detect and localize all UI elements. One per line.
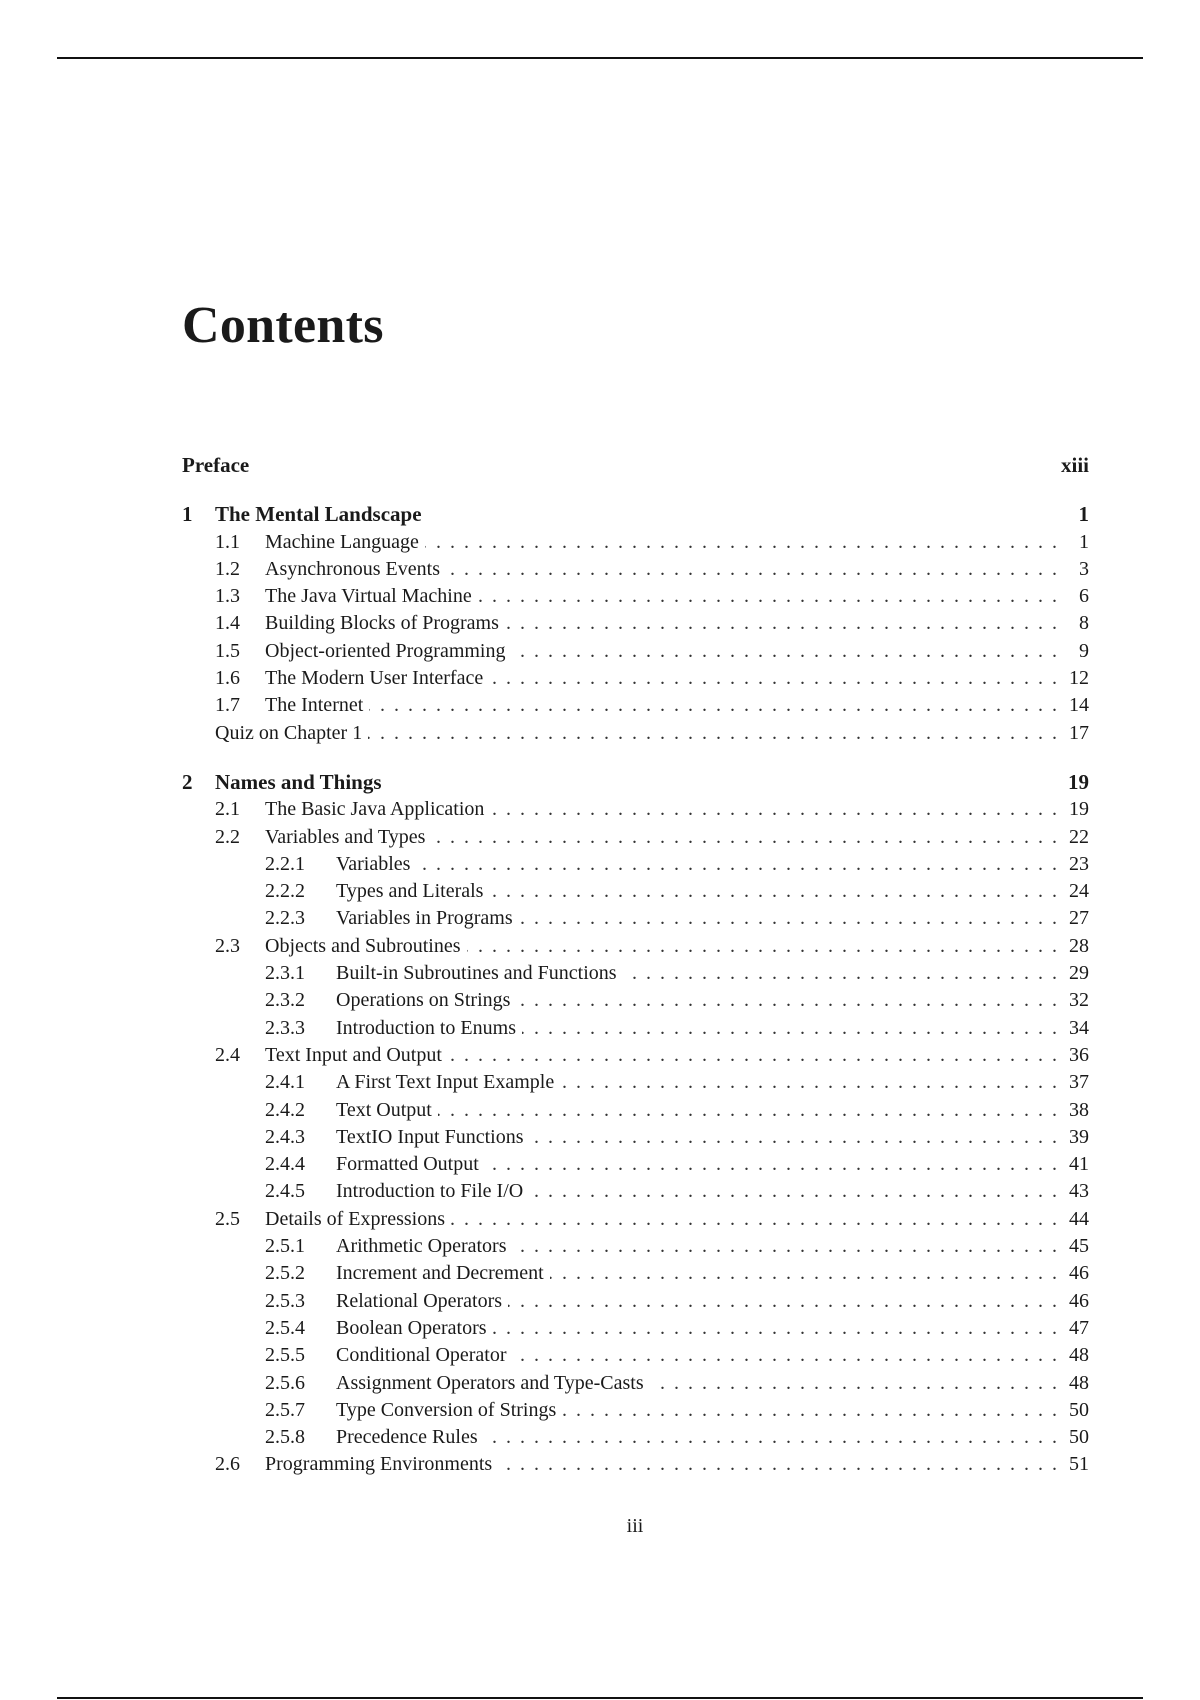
toc-entry-title: Relational Operators — [336, 1289, 503, 1312]
toc-entry-page: 1 — [1079, 530, 1089, 553]
toc-entry-number: 2.5.4 — [265, 1316, 305, 1339]
toc-entry-page: 22 — [1069, 825, 1089, 848]
toc-section-1-6[interactable] — [182, 665, 1089, 692]
toc-entry-number: 1.5 — [215, 639, 240, 662]
toc-entry-page: 36 — [1069, 1043, 1089, 1066]
toc-subsection-2-4-3[interactable] — [182, 1124, 1089, 1151]
toc-entry-number: 2 — [182, 769, 193, 794]
dot-leader — [560, 1069, 1057, 1096]
dot-leader — [490, 796, 1057, 823]
dot-leader — [478, 583, 1057, 610]
toc-entry-title: Formatted Output — [336, 1153, 479, 1176]
toc-entry-title: Names and Things — [215, 769, 382, 794]
toc-entry-page: 37 — [1069, 1071, 1089, 1094]
toc-subsection-2-5-4[interactable] — [182, 1315, 1089, 1342]
dot-leader — [650, 1370, 1057, 1397]
toc-entry-title: Arithmetic Operators — [336, 1235, 507, 1258]
toc-chapter-1[interactable] — [182, 501, 1089, 528]
toc-section-2-6[interactable] — [182, 1451, 1089, 1478]
toc-subsection-2-5-2[interactable] — [182, 1260, 1089, 1287]
toc-subsection-2-4-5[interactable] — [182, 1178, 1089, 1205]
toc-entry-page: 41 — [1069, 1153, 1089, 1176]
toc-entry-title: Text Input and Output — [265, 1043, 442, 1066]
toc-entry-number: 2.5.7 — [265, 1398, 305, 1421]
toc-entry-page: 19 — [1069, 798, 1089, 821]
toc-section-2-2[interactable] — [182, 824, 1089, 851]
toc-entry-page: 39 — [1069, 1125, 1089, 1148]
toc-entry-number: 2.3.2 — [265, 989, 305, 1012]
dot-leader — [562, 1397, 1057, 1424]
toc-entry-number: 2.5.2 — [265, 1262, 305, 1285]
dot-leader — [489, 878, 1057, 905]
toc-entry-title: Programming Environments — [265, 1453, 493, 1476]
toc-entry-number: 2.2.2 — [265, 880, 305, 903]
toc-entry-number: 2.4.1 — [265, 1071, 305, 1094]
toc-entry-number: 2.5.8 — [265, 1426, 305, 1449]
dot-leader — [505, 610, 1057, 637]
dot-leader — [493, 1315, 1057, 1342]
toc-entry-number: 2.1 — [215, 798, 240, 821]
toc-entry-page: 23 — [1069, 852, 1089, 875]
toc-entry-title: A First Text Input Example — [336, 1071, 555, 1094]
toc-entry-title: Asynchronous Events — [265, 557, 440, 580]
toc-entry-title: Introduction to File I/O — [336, 1180, 524, 1203]
toc-subsection-2-4-4[interactable] — [182, 1151, 1089, 1178]
dot-leader — [416, 851, 1057, 878]
dot-leader — [446, 556, 1057, 583]
toc-entry-title: Variables — [336, 852, 411, 875]
toc-entry-number: 2.3 — [215, 934, 240, 957]
toc-entry-number: 1.4 — [215, 612, 240, 635]
toc-entry-title: Variables in Programs — [336, 907, 513, 930]
toc-entry-title: Precedence Rules — [336, 1426, 478, 1449]
toc-entry-title: The Mental Landscape — [215, 502, 422, 527]
dot-leader — [550, 1260, 1057, 1287]
toc-section-1-4[interactable] — [182, 610, 1089, 637]
toc-entry-title: Quiz on Chapter 1 — [215, 721, 363, 744]
toc-entry-title: Operations on Strings — [336, 989, 511, 1012]
dot-leader — [467, 933, 1057, 960]
toc-entry-page: xiii — [1060, 453, 1089, 477]
toc-entry-number: 2.4.3 — [265, 1125, 305, 1148]
dot-leader — [623, 960, 1057, 987]
toc-entry-page: 45 — [1069, 1235, 1089, 1258]
toc-subsection-2-3-2[interactable] — [182, 987, 1089, 1014]
page-number: iii — [626, 1515, 644, 1537]
toc-subsection-2-5-8[interactable] — [182, 1424, 1089, 1451]
toc-entry-number: 1 — [182, 502, 193, 527]
toc-entry-page: 6 — [1079, 585, 1089, 608]
dot-leader — [512, 638, 1058, 665]
toc-entry-page: 47 — [1069, 1316, 1089, 1339]
dot-leader — [448, 1042, 1057, 1069]
toc-entry-title: Types and Literals — [336, 880, 484, 903]
toc-entry-title: Machine Language — [265, 530, 419, 553]
dot-leader — [484, 1424, 1057, 1451]
toc-entry-number: 2.5 — [215, 1207, 240, 1230]
toc-entry-title: Object-oriented Programming — [265, 639, 506, 662]
toc-entry-page: 50 — [1069, 1398, 1089, 1421]
toc-section-1-2[interactable] — [182, 556, 1089, 583]
toc-section-1-7[interactable] — [182, 692, 1089, 719]
toc-entry-number: 2.2.3 — [265, 907, 305, 930]
toc-entry-number: 2.4.2 — [265, 1098, 305, 1121]
toc-entry-number: 2.6 — [215, 1453, 240, 1476]
toc-entry-number: 1.3 — [215, 585, 240, 608]
dot-leader — [438, 1097, 1057, 1124]
toc-entry-page: 28 — [1069, 934, 1089, 957]
toc-entry-page: 27 — [1069, 907, 1089, 930]
dot-leader — [489, 665, 1057, 692]
toc-entry-title: TextIO Input Functions — [336, 1125, 524, 1148]
toc-subsection-2-2-3[interactable] — [182, 905, 1089, 932]
toc-entry-number: 1.1 — [215, 530, 240, 553]
toc-entry-page: 29 — [1069, 962, 1089, 985]
toc-entry-page: 8 — [1079, 612, 1089, 635]
toc-entry-title: Assignment Operators and Type-Casts — [336, 1371, 644, 1394]
toc-entry-page: 9 — [1079, 639, 1089, 662]
toc-entry-title: Preface — [182, 453, 250, 477]
toc-section-1-1[interactable] — [182, 529, 1089, 556]
dot-leader — [513, 1233, 1058, 1260]
toc-subsection-2-2-2[interactable] — [182, 878, 1089, 905]
toc-entry-title: Increment and Decrement — [336, 1262, 544, 1285]
toc-section-2-1[interactable] — [182, 796, 1089, 823]
toc-subsection-2-4-1[interactable] — [182, 1069, 1089, 1096]
toc-entry-number: 2.4.4 — [265, 1153, 305, 1176]
toc-subsection-2-5-6[interactable] — [182, 1370, 1089, 1397]
toc-entry-title: Objects and Subroutines — [265, 934, 461, 957]
toc-subsection-2-5-7[interactable] — [182, 1397, 1089, 1424]
toc-entry-number: 2.5.6 — [265, 1371, 305, 1394]
toc-entry-page: 51 — [1069, 1453, 1089, 1476]
toc-entry-number: 2.5.5 — [265, 1344, 305, 1367]
toc-entry-page: 1 — [1078, 502, 1089, 527]
toc-entry-title: Conditional Operator — [336, 1344, 507, 1367]
dot-leader — [369, 692, 1057, 719]
toc-entry-title: Type Conversion of Strings — [336, 1398, 557, 1421]
toc-entry-title: Introduction to Enums — [336, 1016, 516, 1039]
toc-subsection-2-5-5[interactable] — [182, 1342, 1089, 1369]
toc-entry-title: The Internet — [265, 694, 364, 717]
dot-leader — [516, 987, 1057, 1014]
toc-entry-title: The Modern User Interface — [265, 667, 484, 690]
toc-entry-page: 44 — [1069, 1207, 1089, 1230]
toc-quiz-chapter-1[interactable] — [182, 720, 1089, 747]
toc-entry-number: 2.5.1 — [265, 1235, 305, 1258]
top-rule — [57, 57, 1143, 59]
toc-entry-title: Details of Expressions — [265, 1207, 445, 1230]
toc-subsection-2-3-1[interactable] — [182, 960, 1089, 987]
toc-subsection-2-5-3[interactable] — [182, 1288, 1089, 1315]
toc-entry-number: 2.3.1 — [265, 962, 305, 985]
toc-entry-page: 24 — [1069, 880, 1089, 903]
toc-section-2-4[interactable] — [182, 1042, 1089, 1069]
toc-entry-title: Boolean Operators — [336, 1316, 487, 1339]
toc-section-2-3[interactable] — [182, 933, 1089, 960]
toc-section-1-3[interactable] — [182, 583, 1089, 610]
dot-leader — [451, 1206, 1057, 1233]
toc-entry-page: 12 — [1069, 667, 1089, 690]
toc-entry-number: 1.2 — [215, 557, 240, 580]
toc-entry-title: The Basic Java Application — [265, 798, 485, 821]
dot-leader — [368, 720, 1057, 747]
dot-leader — [529, 1178, 1057, 1205]
toc-entry-page: 50 — [1069, 1426, 1089, 1449]
toc-entry-page: 46 — [1069, 1262, 1089, 1285]
dot-leader — [425, 529, 1057, 556]
bottom-rule — [57, 1697, 1143, 1699]
table-of-contents — [182, 452, 1089, 1479]
toc-subsection-2-5-1[interactable] — [182, 1233, 1089, 1260]
toc-entry-page: 46 — [1069, 1289, 1089, 1312]
toc-entry-number: 1.7 — [215, 694, 240, 717]
dot-leader — [498, 1451, 1057, 1478]
toc-entry-page: 3 — [1079, 557, 1089, 580]
toc-entry-page: 19 — [1068, 769, 1089, 794]
toc-entry-title: The Java Virtual Machine — [265, 585, 472, 608]
toc-entry-page: 43 — [1069, 1180, 1089, 1203]
toc-entry-page: 17 — [1069, 721, 1089, 744]
toc-entry-title: Text Output — [336, 1098, 432, 1121]
toc-entry-number: 2.4.5 — [265, 1180, 305, 1203]
dot-leader — [522, 1015, 1057, 1042]
toc-entry-page: 48 — [1069, 1371, 1089, 1394]
dot-leader — [508, 1288, 1057, 1315]
dot-leader — [513, 1342, 1057, 1369]
dot-leader — [431, 824, 1057, 851]
toc-entry-title: Variables and Types — [265, 825, 426, 848]
toc-entry-page: 38 — [1069, 1098, 1089, 1121]
toc-entry-number: 2.3.3 — [265, 1016, 305, 1039]
toc-section-2-5[interactable] — [182, 1206, 1089, 1233]
dot-leader — [519, 905, 1057, 932]
toc-entry-number: 2.5.3 — [265, 1289, 305, 1312]
toc-entry-number: 2.2 — [215, 825, 240, 848]
toc-entry-title: Building Blocks of Programs — [265, 612, 499, 635]
toc-entry-number: 2.4 — [215, 1043, 240, 1066]
toc-subsection-2-2-1[interactable] — [182, 851, 1089, 878]
toc-section-1-5[interactable] — [182, 638, 1089, 665]
toc-entry-title: Built-in Subroutines and Functions — [336, 962, 617, 985]
dot-leader — [485, 1151, 1057, 1178]
toc-entry-number: 1.6 — [215, 667, 240, 690]
toc-entry-page: 48 — [1069, 1344, 1089, 1367]
toc-entry-page: 34 — [1069, 1016, 1089, 1039]
dot-leader — [529, 1124, 1057, 1151]
toc-chapter-2[interactable] — [182, 769, 1089, 796]
toc-entry-number: 2.2.1 — [265, 852, 305, 875]
toc-entry-page: 14 — [1069, 694, 1089, 717]
page-title: Contents — [182, 297, 384, 354]
toc-subsection-2-4-2[interactable] — [182, 1097, 1089, 1124]
toc-entry-page: 32 — [1069, 989, 1089, 1012]
toc-subsection-2-3-3[interactable] — [182, 1015, 1089, 1042]
toc-preface[interactable] — [182, 452, 1089, 479]
